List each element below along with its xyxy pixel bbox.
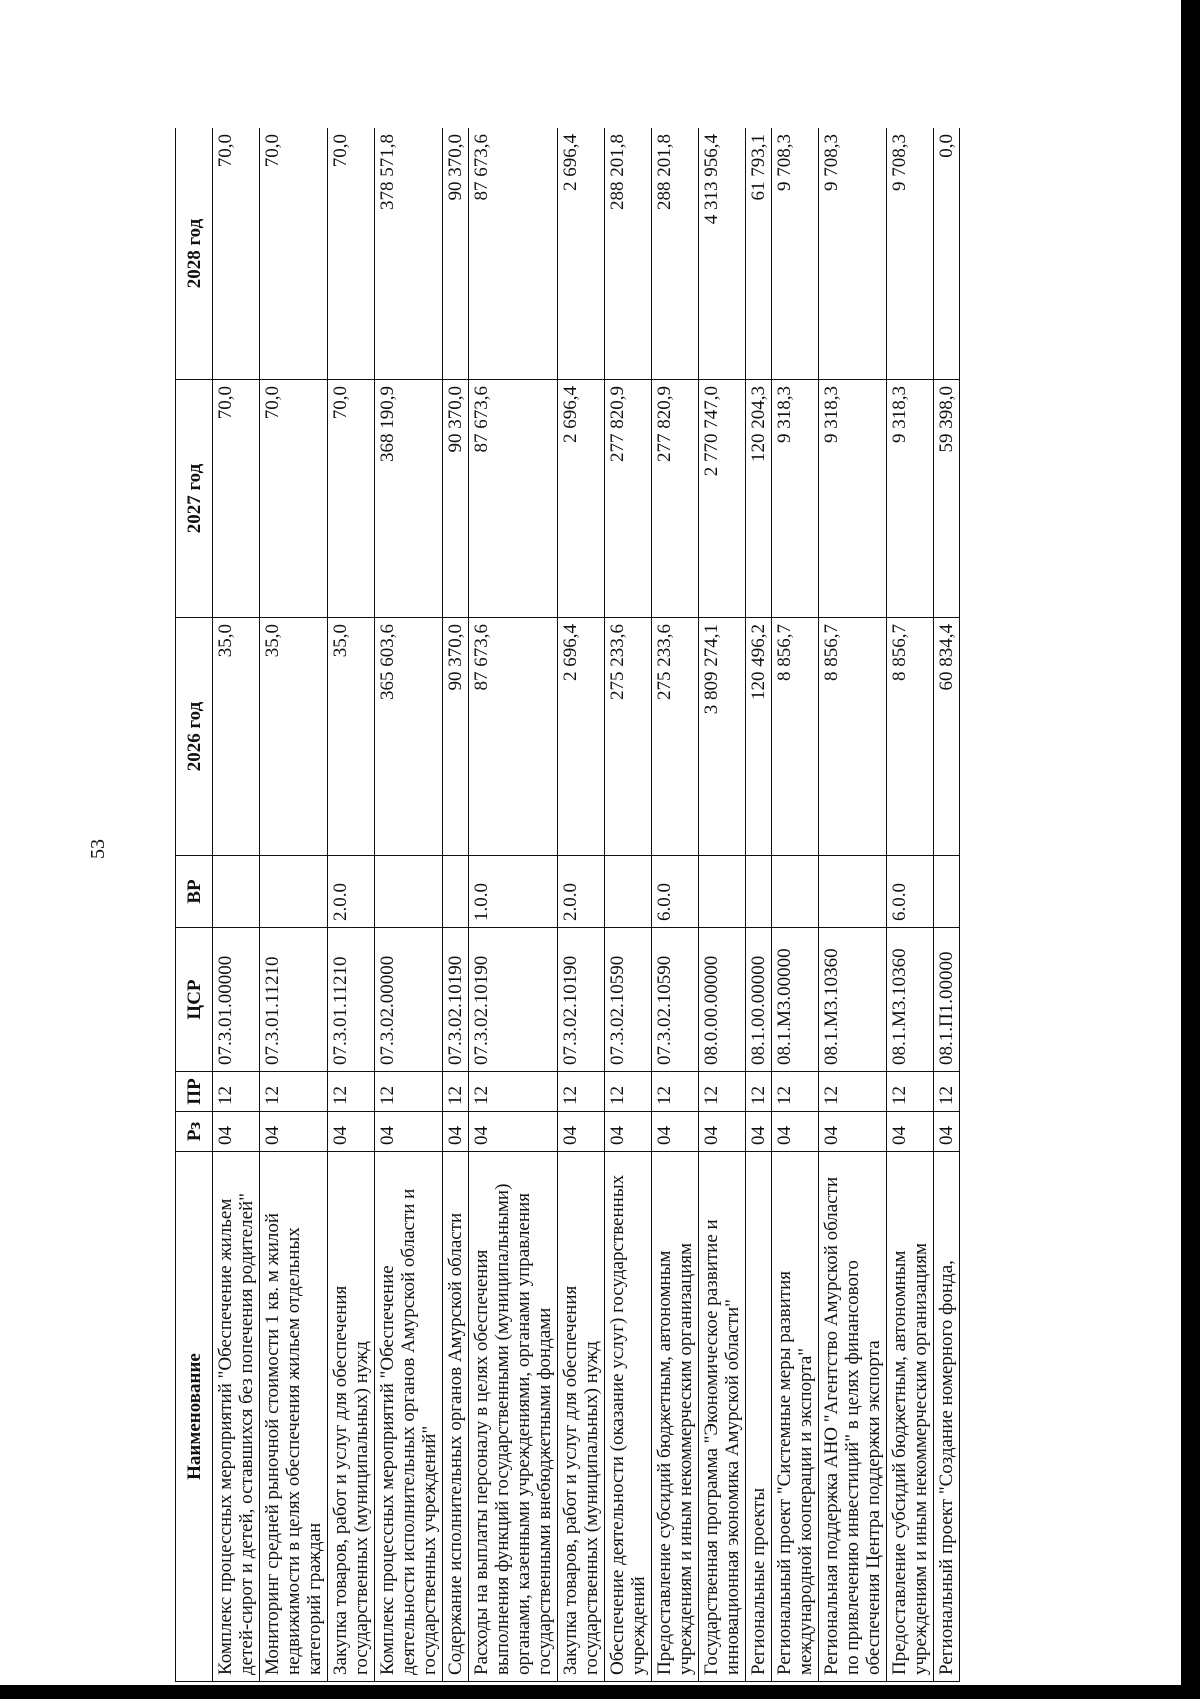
cell-2027: 9 318,3 [819, 380, 887, 618]
cell-csr: 07.3.02.10190 [443, 928, 469, 1072]
cell-vr: 6.0.0 [887, 856, 934, 928]
cell-2027: 70,0 [260, 380, 328, 618]
cell-2026: 8 856,7 [772, 618, 819, 856]
header-pr: ПР [176, 1072, 213, 1112]
table-row [375, 128, 443, 1682]
cell-2027: 70,0 [213, 380, 260, 618]
cell-2027: 90 370,0 [443, 380, 469, 618]
page-number: 53 [87, 839, 109, 859]
cell-vr [934, 856, 960, 928]
cell-2028: 288 201,8 [605, 128, 652, 380]
cell-pr: 12 [328, 1072, 375, 1112]
cell-2026: 8 856,7 [887, 618, 934, 856]
table-row [605, 128, 652, 1682]
header-2027: 2027 год [176, 380, 213, 618]
table-row [699, 128, 746, 1682]
cell-rz: 04 [443, 1112, 469, 1152]
cell-2028: 9 708,3 [887, 128, 934, 380]
cell-2027: 59 398,0 [934, 380, 960, 618]
cell-2026: 90 370,0 [443, 618, 469, 856]
cell-vr [213, 856, 260, 928]
cell-pr: 12 [260, 1072, 328, 1112]
cell-2028: 70,0 [260, 128, 328, 380]
cell-rz: 04 [746, 1112, 772, 1152]
header-name: Наименование [176, 1152, 213, 1682]
cell-vr [260, 856, 328, 928]
cell-2026: 275 233,6 [652, 618, 699, 856]
cell-name: Закупка товаров, работ и услуг для обеспечения государственных (муниципальных) нужд [328, 1152, 375, 1682]
cell-rz: 04 [558, 1112, 605, 1152]
cell-2026: 120 496,2 [746, 618, 772, 856]
table-row [819, 128, 887, 1682]
cell-name: Государственная программа "Экономическое развитие и инновационная экономика Амурской области" [699, 1152, 746, 1682]
cell-vr: 2.0.0 [558, 856, 605, 928]
cell-2028: 90 370,0 [443, 128, 469, 380]
cell-csr: 07.3.02.10590 [605, 928, 652, 1072]
cell-vr: 2.0.0 [328, 856, 375, 928]
table-row [652, 128, 699, 1682]
cell-2028: 9 708,3 [772, 128, 819, 380]
cell-2027: 2 770 747,0 [699, 380, 746, 618]
cell-csr: 08.1.М3.10360 [887, 928, 934, 1072]
cell-vr [746, 856, 772, 928]
cell-pr: 12 [213, 1072, 260, 1112]
cell-2028: 9 708,3 [819, 128, 887, 380]
cell-name: Региональный проект "Системные меры развития международной кооперации и экспорта" [772, 1152, 819, 1682]
table-body [213, 128, 960, 1682]
table-row [746, 128, 772, 1682]
cell-csr: 07.3.01.11210 [260, 928, 328, 1072]
cell-2028: 2 696,4 [558, 128, 605, 380]
cell-2026: 3 809 274,1 [699, 618, 746, 856]
cell-vr [699, 856, 746, 928]
cell-pr: 12 [934, 1072, 960, 1112]
cell-2028: 61 793,1 [746, 128, 772, 380]
cell-name: Мониторинг средней рыночной стоимости 1 кв. м жилой недвижимости в целях обеспечения жильем отдельных категорий граждан [260, 1152, 328, 1682]
scan-border-bottom [0, 1685, 1200, 1699]
cell-rz: 04 [469, 1112, 558, 1152]
cell-rz: 04 [260, 1112, 328, 1152]
cell-2027: 120 204,3 [746, 380, 772, 618]
cell-pr: 12 [375, 1072, 443, 1112]
cell-2027: 87 673,6 [469, 380, 558, 618]
cell-vr [605, 856, 652, 928]
table-header-row [176, 128, 213, 1682]
table-row [213, 128, 260, 1682]
cell-vr [375, 856, 443, 928]
table-row [887, 128, 934, 1682]
header-2026: 2026 год [176, 618, 213, 856]
cell-csr: 07.3.02.10590 [652, 928, 699, 1072]
table-row [558, 128, 605, 1682]
cell-name: Региональные проекты [746, 1152, 772, 1682]
cell-2027: 277 820,9 [652, 380, 699, 618]
rotated-table-wrapper [175, 128, 1065, 1682]
cell-2027: 70,0 [328, 380, 375, 618]
header-vr: ВР [176, 856, 213, 928]
scan-border-right [1181, 0, 1200, 1699]
cell-2026: 35,0 [213, 618, 260, 856]
cell-rz: 04 [934, 1112, 960, 1152]
cell-name: Закупка товаров, работ и услуг для обеспечения государственных (муниципальных) нужд [558, 1152, 605, 1682]
cell-2028: 0,0 [934, 128, 960, 380]
cell-vr: 1.0.0 [469, 856, 558, 928]
cell-2026: 8 856,7 [819, 618, 887, 856]
cell-2028: 70,0 [213, 128, 260, 380]
budget-table [175, 128, 960, 1682]
cell-2027: 368 190,9 [375, 380, 443, 618]
cell-name: Комплекс процессных мероприятий "Обеспечение жильем детей-сирот и детей, оставшихся без попечения родителей" [213, 1152, 260, 1682]
cell-2028: 288 201,8 [652, 128, 699, 380]
cell-2026: 60 834,4 [934, 618, 960, 856]
cell-2028: 87 673,6 [469, 128, 558, 380]
cell-csr: 07.3.02.00000 [375, 928, 443, 1072]
cell-2027: 9 318,3 [772, 380, 819, 618]
cell-rz: 04 [699, 1112, 746, 1152]
cell-2026: 365 603,6 [375, 618, 443, 856]
cell-rz: 04 [819, 1112, 887, 1152]
table-row [328, 128, 375, 1682]
header-2028: 2028 год [176, 128, 213, 380]
cell-2026: 275 233,6 [605, 618, 652, 856]
rotated-table-area [175, 128, 1065, 1682]
cell-2026: 35,0 [328, 618, 375, 856]
cell-csr: 07.3.02.10190 [558, 928, 605, 1072]
cell-rz: 04 [375, 1112, 443, 1152]
cell-pr: 12 [699, 1072, 746, 1112]
header-rz: Рз [176, 1112, 213, 1152]
cell-csr: 08.1.М3.00000 [772, 928, 819, 1072]
cell-vr [819, 856, 887, 928]
cell-csr: 08.1.П1.00000 [934, 928, 960, 1072]
cell-2028: 378 571,8 [375, 128, 443, 380]
cell-pr: 12 [746, 1072, 772, 1112]
cell-pr: 12 [443, 1072, 469, 1112]
cell-2027: 277 820,9 [605, 380, 652, 618]
table-row [443, 128, 469, 1682]
cell-name: Комплекс процессных мероприятий "Обеспечение деятельности исполнительных органов Амурской области и государственных учреждений" [375, 1152, 443, 1682]
table-row [469, 128, 558, 1682]
cell-csr: 08.1.М3.10360 [819, 928, 887, 1072]
cell-vr [772, 856, 819, 928]
cell-pr: 12 [772, 1072, 819, 1112]
cell-name: Обеспечение деятельности (оказание услуг) государственных учреждений [605, 1152, 652, 1682]
cell-2026: 87 673,6 [469, 618, 558, 856]
cell-2026: 2 696,4 [558, 618, 605, 856]
cell-2026: 35,0 [260, 618, 328, 856]
cell-vr [443, 856, 469, 928]
cell-name: Содержание исполнительных органов Амурской области [443, 1152, 469, 1682]
cell-2027: 2 696,4 [558, 380, 605, 618]
cell-rz: 04 [887, 1112, 934, 1152]
cell-pr: 12 [652, 1072, 699, 1112]
cell-pr: 12 [605, 1072, 652, 1112]
cell-name: Региональная поддержка АНО "Агентство Амурской области по привлечению инвестиций" в целях финансового обеспечения Центра поддержки экспорта [819, 1152, 887, 1682]
cell-rz: 04 [652, 1112, 699, 1152]
table-row [772, 128, 819, 1682]
cell-name: Предоставление субсидий бюджетным, автономным учреждениям и иным некоммерческим организациям [652, 1152, 699, 1682]
cell-2028: 70,0 [328, 128, 375, 380]
cell-csr: 07.3.01.11210 [328, 928, 375, 1072]
cell-rz: 04 [772, 1112, 819, 1152]
cell-2027: 9 318,3 [887, 380, 934, 618]
table-row [260, 128, 328, 1682]
cell-pr: 12 [469, 1072, 558, 1112]
table-row [934, 128, 960, 1682]
cell-name: Расходы на выплаты персоналу в целях обеспечения выполнения функций государственными (муниципальными) органами, казенными учреждениями, органами управления государственными внебюджетными фондами [469, 1152, 558, 1682]
cell-name: Предоставление субсидий бюджетным, автономным учреждениям и иным некоммерческим организациям [887, 1152, 934, 1682]
cell-pr: 12 [819, 1072, 887, 1112]
cell-rz: 04 [213, 1112, 260, 1152]
cell-rz: 04 [605, 1112, 652, 1152]
cell-pr: 12 [887, 1072, 934, 1112]
cell-rz: 04 [328, 1112, 375, 1152]
cell-pr: 12 [558, 1072, 605, 1112]
cell-csr: 08.1.00.00000 [746, 928, 772, 1072]
cell-csr: 07.3.01.00000 [213, 928, 260, 1072]
cell-csr: 07.3.02.10190 [469, 928, 558, 1072]
header-csr: ЦСР [176, 928, 213, 1072]
cell-2028: 4 313 956,4 [699, 128, 746, 380]
cell-vr: 6.0.0 [652, 856, 699, 928]
cell-csr: 08.0.00.00000 [699, 928, 746, 1072]
cell-name: Региональный проект "Создание номерного фонда, [934, 1152, 960, 1682]
